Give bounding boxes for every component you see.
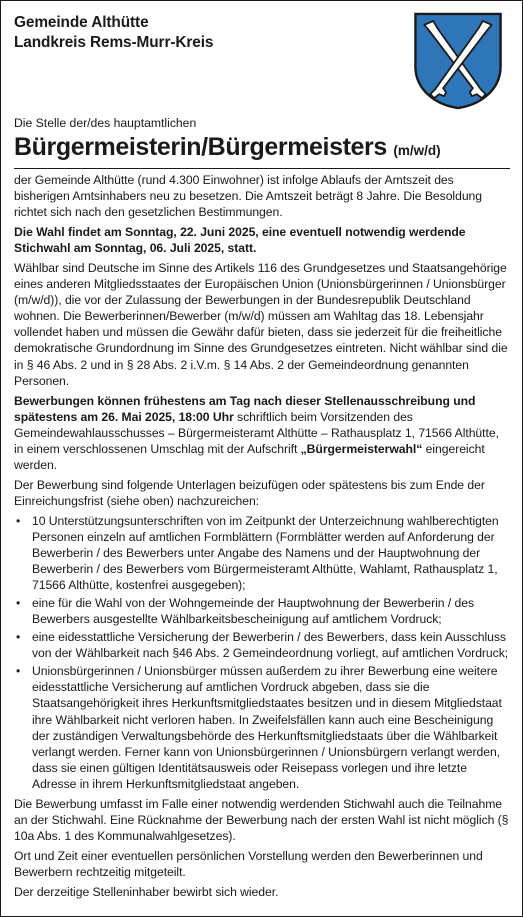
position-title	[14, 132, 510, 166]
paragraph-term: der Gemeinde Althütte (rund 4.300 Einwohner) ist infolge Ablaufs der Amtszeit des bisherigen Amtsinhabers neu zu besetzen. Die Amtszeit beträgt 8 Jahre. Die Besoldung richtet sich nach den gesetzlichen Bestimmungen.	[14, 173, 482, 220]
position-title-text: Bürgermeisterin/Bürgermeisters	[14, 133, 387, 161]
header	[14, 13, 510, 105]
coat-of-arms-icon	[412, 11, 504, 110]
application-address: schriftlich beim Vorsitzenden des Gemeindewahlausschusses – Bürgermeisteramt Althütte – Rathausplatz 1, 71566 Althütte, in einem verschlossenen Umschlag mit der Aufschrift	[14, 409, 499, 456]
required-documents-list	[14, 513, 510, 792]
paragraph-application-deadline	[14, 393, 510, 473]
application-deadline: Bewerbungen können frühestens am Tag nach dieser Stellenausschreibung und spätestens am 26. Mai 2025, 18:00 Uhr	[14, 393, 476, 424]
application-submit-text: eingereicht werden.	[14, 441, 485, 472]
paragraph-runoff: Die Bewerbung umfasst im Falle einer notwendig werdenden Stichwahl auch die Teilnahme an der Stichwahl. Eine Rücknahme der Bewerbung nach der ersten Wahl ist nicht möglich (§ 10a Abs. 1 des Kommunalwahlgesetzes).	[14, 796, 509, 843]
list-item: • Unionsbürgerinnen / Unionsbürger müssen außerdem zu ihrer Bewerbung eine weitere eidesstattliche Versicherung auf amtlichen Vordruck abgeben, dass sie die Staatsangehörigkeit ihres Herkunftsmitgliedstaates besitzen und in diesem Mitgliedstaat ihre Wählbarkeit nicht verloren haben. In Zweifelsfällen kann auch eine Bescheinigung der zuständigen Verwaltungsbehörde des Herkunftsmitgliedstaats über die Wählbarkeit verlangt werden. Ferner kann von Unionsbürgerinnen / Unionsbürgern verlangt werden, dass sie einen gültigen Identitätsausweis oder Reisepass vorlegen und ihre letzte Adresse in ihrem Herkunftsmitgliedstaat angeben.	[14, 663, 510, 791]
title-divider	[14, 168, 510, 169]
paragraph-incumbent: Der derzeitige Stelleninhaber bewirbt sich wieder.	[14, 884, 279, 899]
paragraph-documents-intro: Der Bewerbung sind folgende Unterlagen beizufügen oder spätestens bis zum Ende der Einreichungsfrist (siehe oben) nachzureichen:	[14, 477, 485, 508]
paragraph-presentation: Ort und Zeit einer eventuellen persönlichen Vorstellung werden den Bewerberinnen und Bewerbern rechtzeitig mitgeteilt.	[14, 848, 483, 879]
municipality-name: Gemeinde Althütte	[14, 14, 149, 31]
position-intro: Die Stelle der/des hauptamtlichen	[14, 116, 197, 130]
envelope-label: „Bürgermeisterwahl“	[300, 441, 423, 456]
list-item: • 10 Unterstützungsunterschriften von im Zeitpunkt der Unterzeichnung wahlberechtigten Personen einzeln auf amtlichen Formblättern (Formblätter werden auf Anforderung der Bewerberin / des Bewerbers unter Angabe des Namens und der Hauptwohnung der Bewerberin / des Bewerbers vom Bürgermeisteramt Althütte, Wahlamt, Rathausplatz 1, 71566 Althütte, kostenfrei ausgegeben);	[14, 513, 510, 593]
advertisement-body	[14, 172, 510, 900]
gender-suffix: (m/w/d)	[393, 143, 441, 158]
paragraph-election-dates	[14, 224, 510, 256]
election-dates: Die Wahl findet am Sonntag, 22. Juni 2025, eine eventuell notwendig werdende Stichwahl am Sonntag, 06. Juli 2025, statt.	[14, 225, 466, 256]
list-item: • eine eidesstattliche Versicherung der Bewerberin / des Bewerbers, dass kein Ausschluss von der Wählbarkeit nach §46 Abs. 2 Gemeindeordnung vorliegt, auf amtlichen Vordruck;	[14, 629, 510, 661]
district-name: Landkreis Rems-Murr-Kreis	[14, 34, 214, 51]
list-item: • eine für die Wahl von der Wohngemeinde der Hauptwohnung der Bewerberin / des Bewerbers ausgestellte Wählbarkeitsbescheinigung auf amtlichem Vordruck;	[14, 595, 510, 627]
paragraph-eligibility: Wählbar sind Deutsche im Sinne des Artikels 116 des Grundgesetzes und Staatsangehörige eines anderen Mitgliedsstaates der Europäischen Union (Unionsbürgerinnen / Unionsbürger (m/w/d)), die vor der Zulassung der Bewerbungen in der Bundesrepublik Deutschland wohnen. Die Bewerberinnen/Bewerber (m/w/d) müssen am Wahltag das 18. Lebensjahr vollendet haben und müssen die Gewähr dafür bieten, dass sie jederzeit für die freiheitliche demokratische Grundordnung im Sinne des Grundgesetzes eintreten. Nicht wählbar sind die in § 46 Abs. 2 und in § 28 Abs. 2 i.V.m. § 14 Abs. 2 der Gemeindeordnung genannten Personen.	[14, 261, 508, 388]
